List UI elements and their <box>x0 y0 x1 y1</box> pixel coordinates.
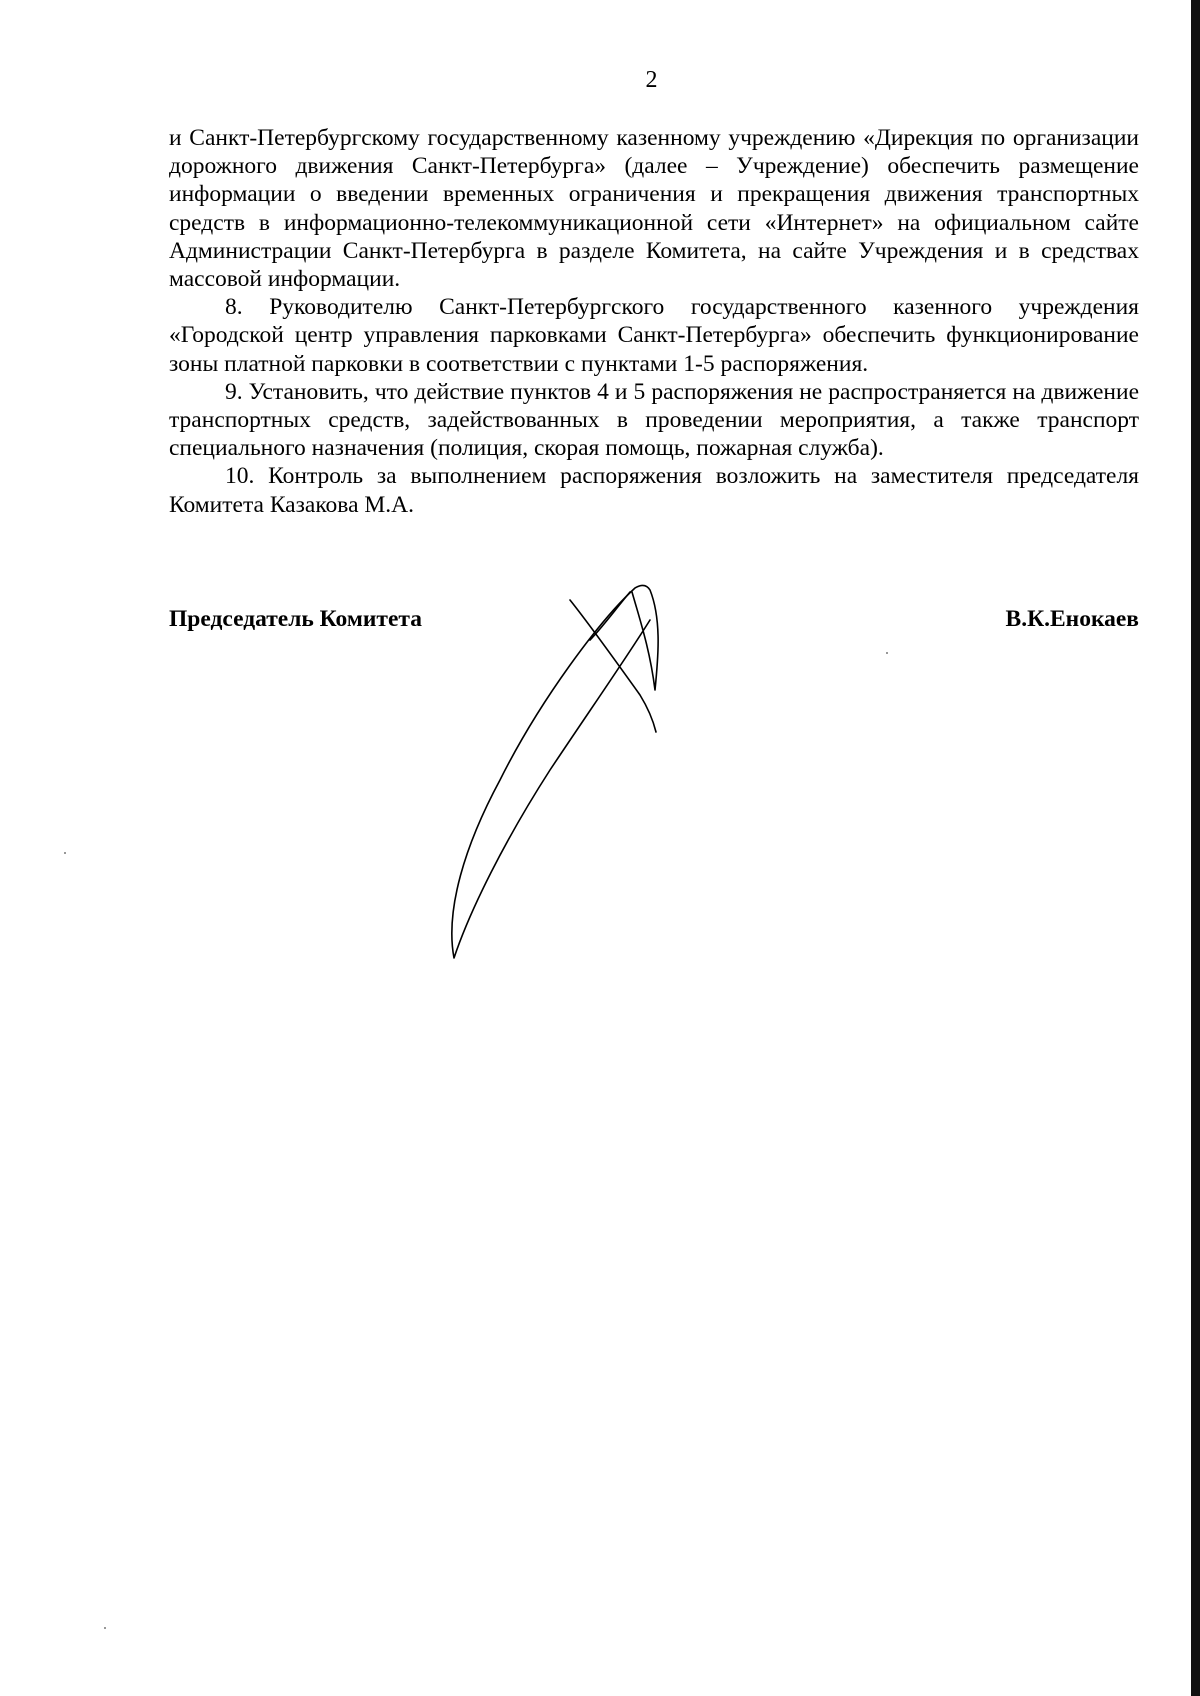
paragraph-7-continuation: и Санкт-Петербургскому государственному казенному учреждению «Дирекция по организации дорожного движения Санкт-Петербурга» (далее – Учреждение) обеспечить размещение информации о введении временных ограничения и прекращения движения транспортных средств в информационно-телекоммуникационной сети «Интернет» на официальном сайте Администрации Санкт-Петербурга в разделе Комитета, на сайте Учреждения и в средствах массовой информации. <box>169 125 1139 293</box>
scan-speck <box>104 1627 106 1629</box>
scan-edge-strip <box>1191 0 1200 1696</box>
paragraph-8: 8. Руководителю Санкт-Петербургского государственного казенного учреждения «Городской центр управления парковками Санкт-Петербурга» обеспечить функционирование зоны платной парковки в соответствии с пунктами 1-5 распоряжения. <box>169 294 1139 377</box>
document-body <box>169 124 1139 519</box>
scan-speck <box>886 652 888 654</box>
page-number: 2 <box>645 67 658 93</box>
handwritten-signature-icon <box>440 580 760 970</box>
scan-speck <box>64 852 66 854</box>
paragraph-10: 10. Контроль за выполнением распоряжения возложить на заместителя председателя Комитета Казакова М.А. <box>169 463 1139 518</box>
signatory-name: В.К.Енокаев <box>1005 606 1139 632</box>
signatory-title: Председатель Комитета <box>169 606 422 632</box>
paragraph-9: 9. Установить, что действие пунктов 4 и 5 распоряжения не распространяется на движение транспортных средств, задействованных в проведении мероприятия, а также транспорт специального назначения (полиция, скорая помощь, пожарная служба). <box>169 378 1139 462</box>
